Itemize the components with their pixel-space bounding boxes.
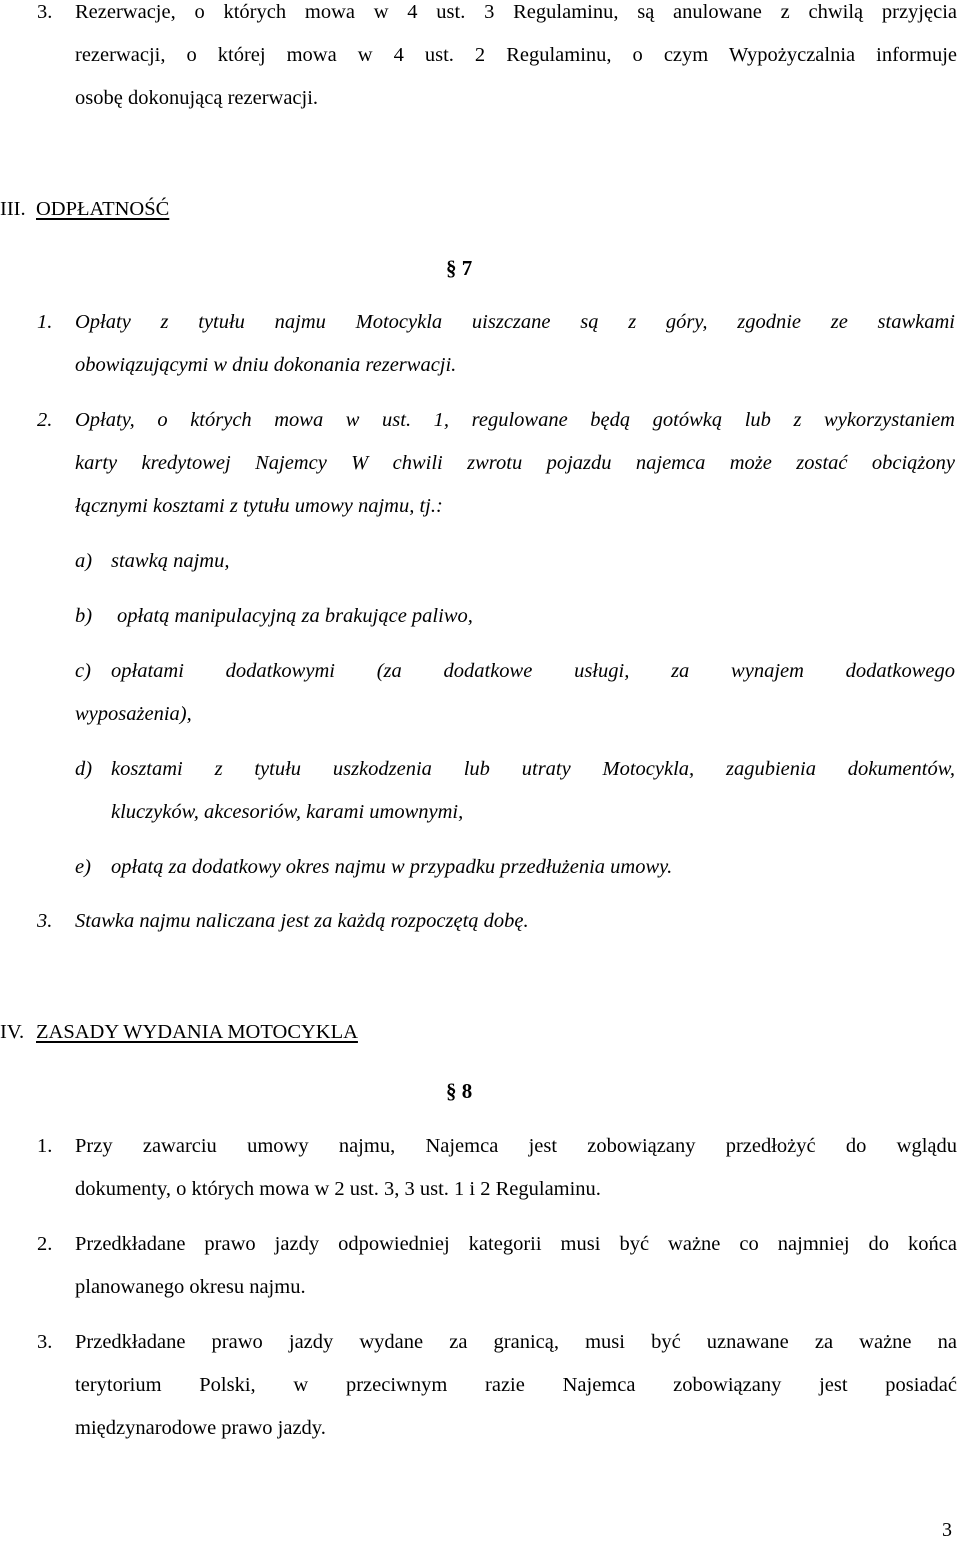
list-letter: a) <box>75 550 93 572</box>
section-roman-numeral: IV. <box>0 1021 25 1043</box>
item-text-line: Opłaty z tytułu najmu Motocykla uiszczane są z góry, zgodnie ze stawkami <box>75 311 955 333</box>
item-text-line: karty kredytowej Najemcy W chwili zwrotu pojazdu najemca może zostać obciążony <box>75 452 955 474</box>
item-number: 3. <box>37 910 53 932</box>
item-text-line: obowiązującymi w dniu dokonania rezerwacji. <box>75 354 457 376</box>
page-number: 3 <box>942 1519 952 1541</box>
item-number: 3. <box>37 1331 53 1353</box>
list-letter: c) <box>75 660 91 682</box>
item-number: 3. <box>37 1 53 23</box>
list-item-text: opłatą manipulacyjną za brakujące paliwo, <box>117 605 473 627</box>
list-item-text: kluczyków, akcesoriów, karami umownymi, <box>111 801 464 823</box>
item-text-line: Przedkładane prawo jazdy odpowiedniej kategorii musi być ważne co najmniej do końca <box>75 1233 957 1255</box>
list-item-text: opłatą za dodatkowy okres najmu w przypadku przedłużenia umowy. <box>111 856 673 878</box>
section-title: ZASADY WYDANIA MOTOCYKLA <box>36 1021 358 1043</box>
item-text-line: dokumenty, o których mowa w 2 ust. 3, 3 ust. 1 i 2 Regulaminu. <box>75 1178 601 1200</box>
paragraph-number: 7 <box>461 256 473 280</box>
item-text-line: międzynarodowe prawo jazdy. <box>75 1417 326 1439</box>
paragraph-number: 8 <box>461 1079 473 1103</box>
list-letter: e) <box>75 856 91 878</box>
item-text-line: Stawka najmu naliczana jest za każdą rozpoczętą dobę. <box>75 910 529 932</box>
list-letter: d) <box>75 758 93 780</box>
item-text-line: łącznymi kosztami z tytułu umowy najmu, tj.: <box>75 495 443 517</box>
item-number: 1. <box>37 1135 53 1157</box>
paragraph-sign-8: § 8 <box>446 1079 473 1103</box>
item-text-line: osobę dokonującą rezerwacji. <box>75 87 319 109</box>
item-number: 1. <box>37 311 53 333</box>
section-title: ODPŁATNOŚĆ <box>36 198 170 220</box>
item-text-line: Rezerwacje, o których mowa w 4 ust. 3 Regulaminu, są anulowane z chwilą przyjęcia <box>75 1 957 23</box>
section-roman-numeral: III. <box>0 198 26 220</box>
item-number: 2. <box>37 409 53 431</box>
list-item-text: wyposażenia), <box>75 703 192 725</box>
list-item-text: stawką najmu, <box>111 550 230 572</box>
item-text-line: Przedkładane prawo jazdy wydane za granicą, musi być uznawane za ważne na <box>75 1331 957 1353</box>
list-item-text: opłatami dodatkowymi (za dodatkowe usługi, za wynajem dodatkowego <box>111 660 955 682</box>
list-letter: b) <box>75 605 93 627</box>
item-text-line: Opłaty, o których mowa w ust. 1, regulowane będą gotówką lub z wykorzystaniem <box>75 409 955 431</box>
item-number: 2. <box>37 1233 53 1255</box>
item-text-line: terytorium Polski, w przeciwnym razie Najemca zobowiązany jest posiadać <box>75 1374 957 1396</box>
list-item-text: kosztami z tytułu uszkodzenia lub utraty Motocykla, zagubienia dokumentów, <box>111 758 955 780</box>
item-text-line: planowanego okresu najmu. <box>75 1276 306 1298</box>
item-text-line: rezerwacji, o której mowa w 4 ust. 2 Regulaminu, o czym Wypożyczalnia informuje <box>75 44 957 66</box>
item-text-line: Przy zawarciu umowy najmu, Najemca jest zobowiązany przedłożyć do wglądu <box>75 1135 957 1157</box>
paragraph-sign-7: § 7 <box>446 256 473 280</box>
